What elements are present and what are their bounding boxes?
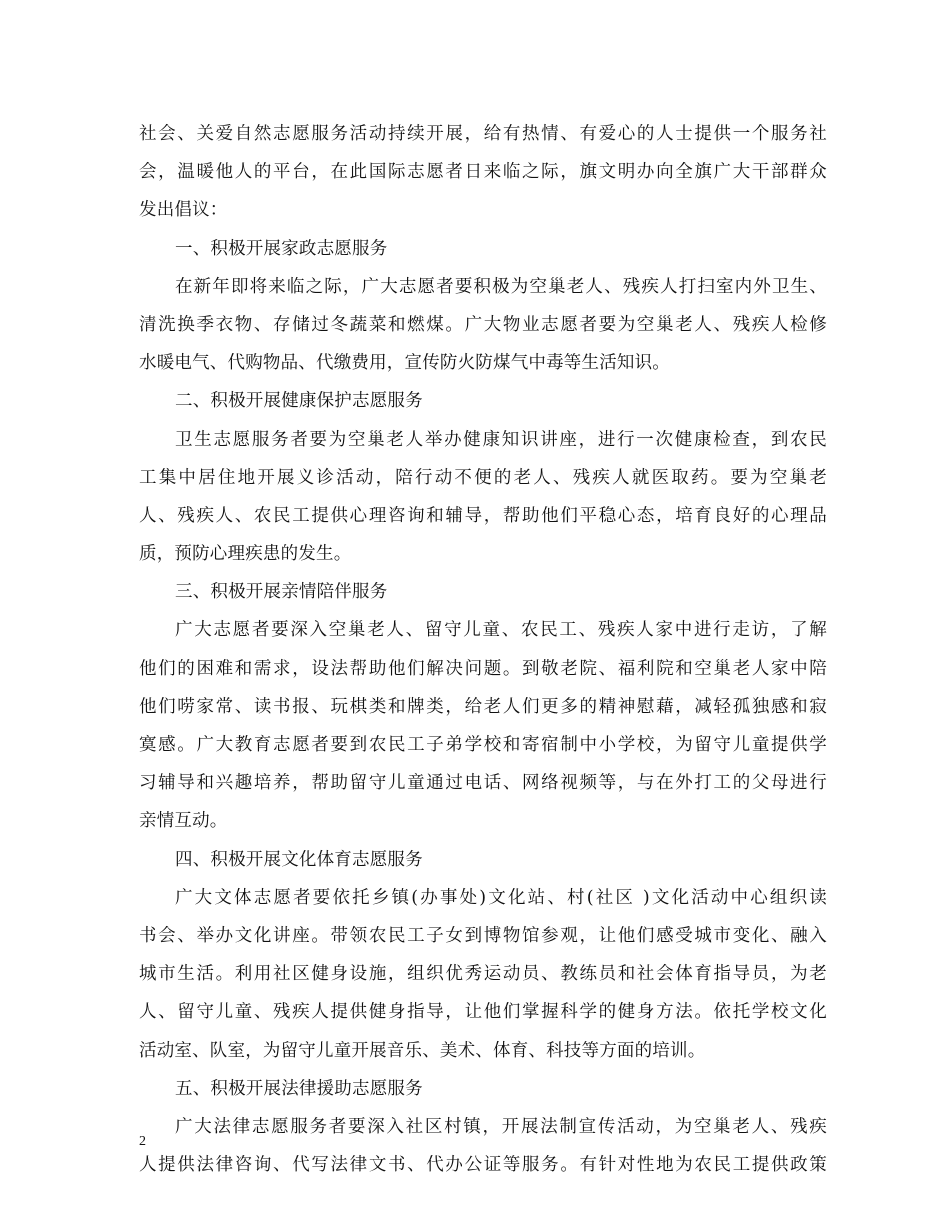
section-heading: 三、积极开展亲情陪伴服务	[175, 582, 388, 603]
text-line: 他们唠家常、读书报、玩棋类和牌类，给老人们更多的精神慰藉，减轻孤独感和寂	[139, 696, 827, 717]
text-line: 城市生活。利用社区健身设施，组织优秀运动员、教练员和社会体育指导员，为老	[139, 964, 827, 985]
text-line: 人、残疾人、农民工提供心理咨询和辅导，帮助他们平稳心态，培育良好的心理品	[139, 505, 827, 526]
text-line: 寞感。广大教育志愿者要到农民工子弟学校和寄宿制中小学校，为留守儿童提供学	[139, 735, 827, 755]
text-line: 人提供法律咨询、代写法律文书、代办公证等服务。有针对性地为农民工提供政策	[139, 1155, 827, 1176]
text-line: 广大文体志愿者要依托乡镇(办事处)文化站、村(社区 )文化活动中心组织读	[175, 887, 827, 908]
text-line: 亲情互动。	[139, 811, 228, 832]
text-line: 活动室、队室，为留守儿童开展音乐、美术、体育、科技等方面的培训。	[139, 1040, 706, 1061]
text-line: 发出倡议：	[139, 200, 228, 221]
text-line: 水暖电气、代购物品、代缴费用，宣传防火防煤气中毒等生活知识。	[139, 353, 670, 374]
page-number: 2	[139, 1134, 146, 1149]
text-line: 广大法律志愿服务者要深入社区村镇，开展法制宣传活动，为空巢老人、残疾	[175, 1116, 827, 1137]
section-heading: 五、积极开展法律援助志愿服务	[175, 1078, 423, 1099]
text-line: 人、留守儿童、残疾人提供健身指导，让他们掌握科学的健身方法。依托学校文化	[139, 1002, 827, 1023]
text-line: 广大志愿者要深入空巢老人、留守儿童、农民工、残疾人家中进行走访，了解	[175, 620, 827, 641]
section-heading: 二、积极开展健康保护志愿服务	[175, 391, 423, 412]
text-line: 社会、关爱自然志愿服务活动持续开展，给有热情、有爱心的人士提供一个服务社	[139, 124, 827, 144]
text-line: 在新年即将来临之际，广大志愿者要积极为空巢老人、残疾人打扫室内外卫生、	[175, 276, 827, 297]
text-line: 习辅导和兴趣培养，帮助留守儿童通过电话、网络视频等，与在外打工的父母进行	[139, 773, 827, 794]
text-line: 会，温暖他人的平台，在此国际志愿者日来临之际，旗文明办向全旗广大干部群众	[139, 162, 827, 183]
text-line: 卫生志愿服务者要为空巢老人举办健康知识讲座，进行一次健康检查，到农民	[175, 429, 827, 450]
document-body	[139, 115, 827, 1184]
text-line: 质，预防心理疾患的发生。	[139, 544, 352, 565]
section-heading: 四、积极开展文化体育志愿服务	[175, 849, 423, 870]
text-line: 工集中居住地开展义诊活动，陪行动不便的老人、残疾人就医取药。要为空巢老	[139, 467, 827, 488]
text-line: 书会、举办文化讲座。带领农民工子女到博物馆参观，让他们感受城市变化、融入	[139, 925, 827, 946]
text-line: 清洗换季衣物、存储过冬蔬菜和燃煤。广大物业志愿者要为空巢老人、残疾人检修	[139, 314, 827, 335]
section-heading: 一、积极开展家政志愿服务	[175, 238, 388, 259]
text-line: 他们的困难和需求，设法帮助他们解决问题。到敬老院、福利院和空巢老人家中陪	[139, 658, 827, 679]
